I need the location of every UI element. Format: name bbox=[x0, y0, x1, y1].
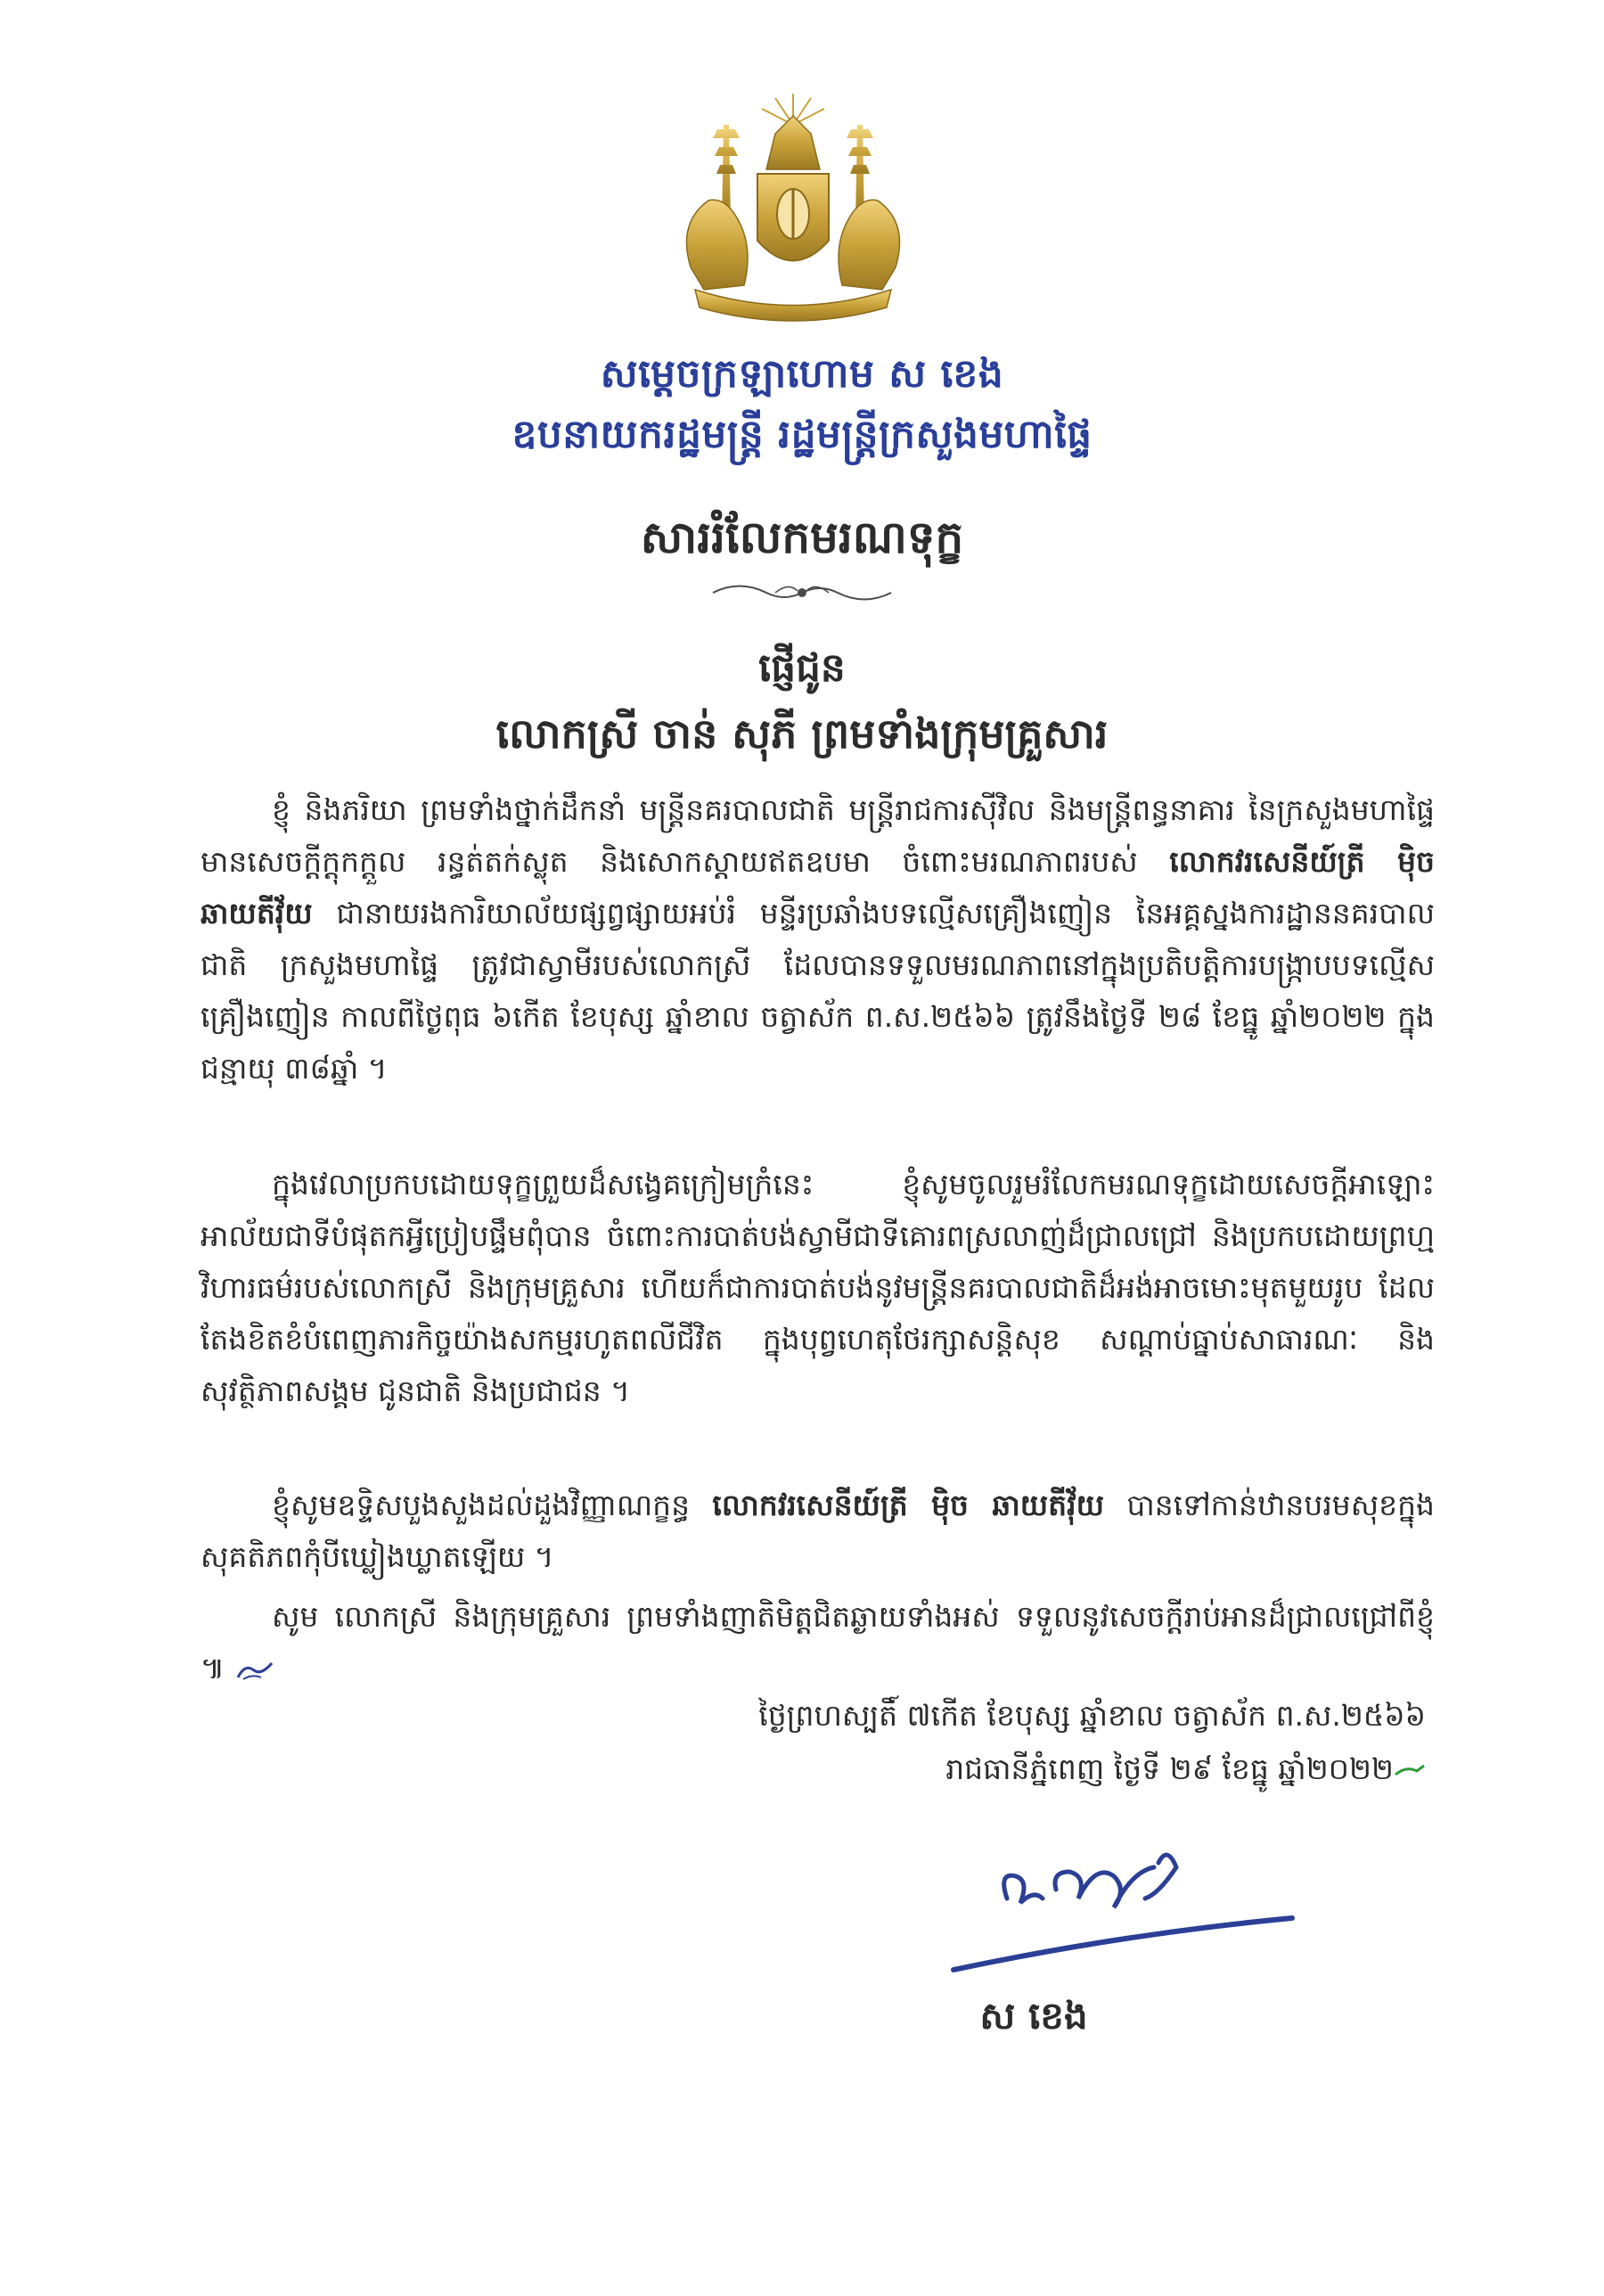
header-title: សម្ដេចក្រឡាហោម ស ខេង bbox=[600, 351, 1004, 397]
signer-name: ស ខេង bbox=[979, 1994, 1088, 2038]
solar-date-text: រាជធានីភ្នំពេញ ថ្ងៃទី ២៩ ខែធ្នូ ឆ្នាំ២០២២ bbox=[945, 1751, 1394, 1786]
solar-date bbox=[945, 1751, 1426, 1794]
ink-initial-mark-icon bbox=[234, 1658, 275, 1683]
header-subtitle: ឧបនាយករដ្ឋមន្ត្រី រដ្ឋមន្ត្រីក្រសួងមហាផ្ទៃ bbox=[511, 412, 1093, 457]
paragraph-4-text: សូម លោកស្រី និងក្រុមគ្រួសារ ព្រមទាំងញាតិមិត្តជិតឆ្ងាយទាំងអស់ ទទួលនូវសេចក្ដីរាប់អានដ៏ជ្រាលជ្រៅពីខ្ញុំ ៕ bbox=[200, 1599, 1435, 1685]
paragraph-1-text-b: ជានាយរងការិយាល័យផ្សព្វផ្សាយអប់រំ មន្ទីរប្រឆាំងបទល្មើសគ្រឿងញៀន នៃអគ្គស្នងការដ្ឋាននគរបាលជាតិ ក្រសួងមហាផ្ទៃ ត្រូវជាស្វាមីរបស់លោកស្រី ដែលបានទទួលមរណភាពនៅក្នុងប្រតិបត្តិការបង្ក្រាបបទល្មើសគ្រឿងញៀន កាលពីថ្ងៃពុធ ៦កើត ខែបុស្ស ឆ្នាំខាល ចត្វាស័ក ព.ស.២៥៦៦ ត្រូវនឹងថ្ងៃទី ២៨ ខែធ្នូ ឆ្នាំ២០២២ ក្នុងជន្មាយុ ៣៨ឆ្នាំ ។ bbox=[200, 896, 1435, 1086]
paragraph-3-text-b: បានទៅកាន់ឋានបរមសុខក្នុងសុគតិភពកុំបីឃ្លៀងឃ្លាតឡើយ ។ bbox=[200, 1488, 1435, 1574]
document-title: សាររំលែកមរណទុក្ខ bbox=[640, 512, 964, 563]
handwritten-signature-icon bbox=[945, 1836, 1337, 1988]
to-label: ផ្ញើជូន bbox=[758, 645, 846, 691]
deceased-name: លោកវរសេនីយ៍ត្រី ម៉ិច ឆាយតីវ៉័យ bbox=[200, 844, 1435, 931]
green-tick-icon bbox=[1394, 1762, 1426, 1780]
royal-coat-of-arms-emblem bbox=[659, 89, 927, 330]
lunar-date: ថ្ងៃព្រហស្បតិ៍ ៧កើត ខែបុស្ស ឆ្នាំខាល ចត្វាស័ក ព.ស.២៥៦៦ bbox=[758, 1698, 1426, 1733]
paragraph-2-text: ក្នុងវេលាប្រកបដោយទុក្ខព្រួយដ៏សង្វេគក្រៀមក្រំនេះ ខ្ញុំសូមចូលរួមរំលែកមរណទុក្ខដោយសេចក្ដីអាឡោះអាល័យជាទីបំផុតកអ្វីប្រៀបផ្ទឹមពុំបាន ចំពោះការបាត់បង់ស្វាមីជាទីគោរពស្រលាញ់ដ៏ជ្រាលជ្រៅ និងប្រកបដោយព្រហ្មវិហារធម៌របស់លោកស្រី និងក្រុមគ្រួសារ ហើយក៏ជាការបាត់បង់នូវមន្ត្រីនគរបាលជាតិដ៏អង់អាចមោះមុតមួយរូប ដែលតែងខិតខំបំពេញភារកិច្ចយ៉ាងសកម្មរហូតពលីជីវិត ក្នុងបុព្វហេតុថែរក្សាសន្តិសុខ សណ្ដាប់ធ្នាប់សាធារណៈ និងសុវត្ថិភាពសង្គម ជូនជាតិ និងប្រជាជន ។ bbox=[200, 1167, 1435, 1408]
paragraph-3-text-a: ខ្ញុំសូមឧទ្ទិសបួងសួងដល់ដួងវិញ្ញាណក្ខន្ធ bbox=[272, 1488, 713, 1522]
recipient-name: លោកស្រី ចាន់ សុភី ព្រមទាំងក្រុមគ្រួសារ bbox=[495, 709, 1109, 758]
paragraph-1 bbox=[200, 784, 1435, 1095]
ornament-divider-icon bbox=[704, 575, 900, 611]
paragraph-3 bbox=[200, 1480, 1435, 1583]
paragraph-2 bbox=[200, 1159, 1435, 1417]
paragraph-4 bbox=[200, 1591, 1435, 1694]
paragraph-1-text-a: ខ្ញុំ និងភរិយា ព្រមទាំងថ្នាក់ដឹកនាំ មន្ត្រីនគរបាលជាតិ មន្ត្រីរាជការស៊ីវិល និងមន្ត្រីពន្ធនាគារ នៃក្រសួងមហាផ្ទៃ មានសេចក្ដីក្ដុកក្ដួល រន្ធត់តក់ស្លុត និងសោកស្ដាយឥតឧបមា ចំពោះមរណភាពរបស់ bbox=[200, 792, 1435, 879]
deceased-name-repeat: លោកវរសេនីយ៍ត្រី ម៉ិច ឆាយតីវ៉័យ bbox=[712, 1488, 1105, 1522]
